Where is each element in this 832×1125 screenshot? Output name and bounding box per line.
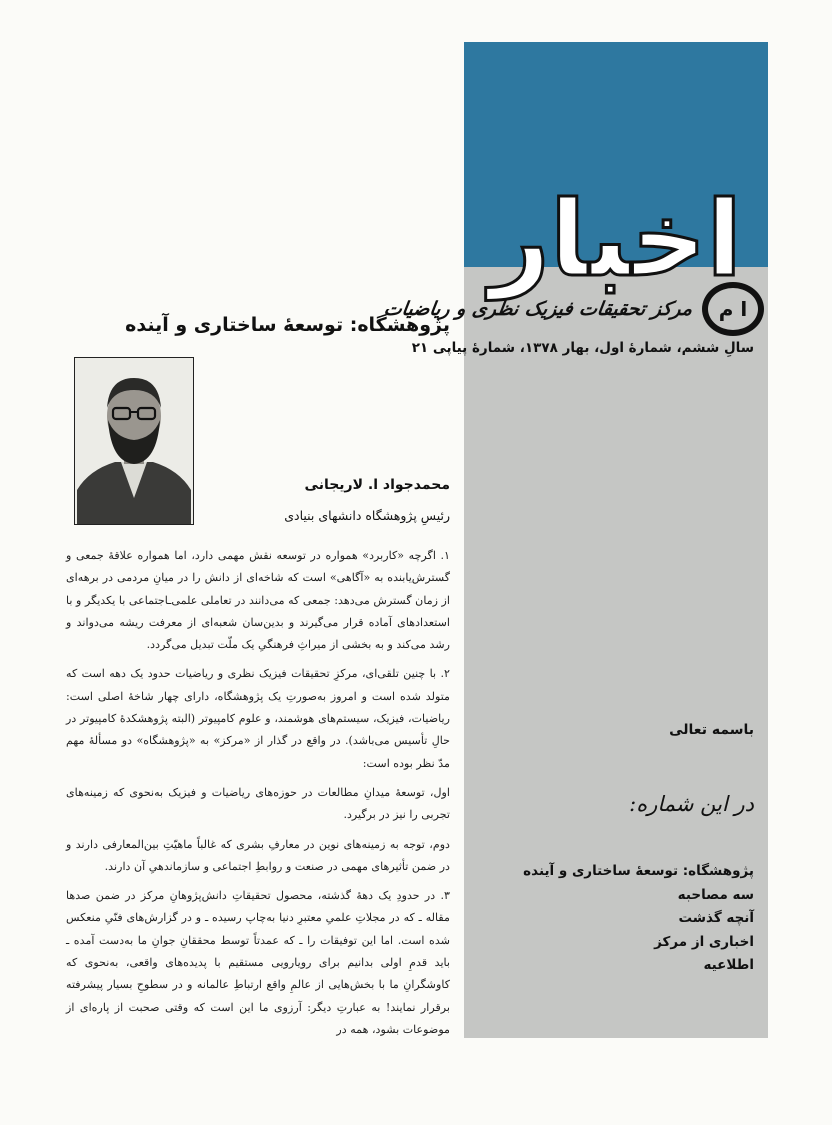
- toc-item: اخباری از مرکز: [654, 933, 754, 950]
- article-title: پژوهشگاه: توسعهٔ ساختاری و آینده: [125, 314, 450, 336]
- body-paragraph: ۳. در حدودِ یک دههٔ گذشته، محصول تحقیقاتِ دانش‌پژوهانِ مرکز در ضمن صدها مقاله ـ که در مجلاتِ علمیِ معتبرِ دنیا به‌چاپ رسیده ـ و در گزارش‌های فنّیِ منعکس شده است. اما این توفیقات را ـ که عمدتاً توسط محققانِ جوانِ ما به‌دست آمده ـ باید قدمِ اولی بدانیم برای رویارویی مستقیم با پدیده‌های واقعی، به‌نحوی که کاوشگرانِ ما با بخش‌هایی از عالمِ واقع ارتباطِ عالمانه و در سطوحِ بسیار پیشرفته برقرار نمایند! به عبارتِ دیگر: آرزوی ما این است که وقتی صحبت از پاره‌ای از موضوعات بشود، همه در: [66, 889, 450, 1036]
- body-paragraph: ۲. با چنین تلقی‌ای، مرکزِ تحقیقات فیزیک نظری و ریاضیات حدود یک دهه است که متولد شده است و امروز به‌صورتِ یک پژوهشگاه، دارای چهار شاخهٔ اصلی است: ریاضیات، فیزیک، سیستم‌های هوشمند، و علوم کامپیوتر (البته پژوهشکدهٔ کامپیوتر در حالِ تأسیس می‌باشد). در واقع در گذار از «مرکز» به «پژوهشگاه» دو مسألهٔ مهم مدّ نظر بوده است:: [66, 667, 450, 770]
- toc-item: سه مصاحبه: [677, 886, 754, 903]
- in-this-issue-heading: در این شماره:: [629, 792, 754, 816]
- author-name: محمدجواد ا. لاریجانی: [304, 477, 450, 493]
- masthead-title: اخبار: [490, 178, 742, 300]
- body-paragraph: ۱. اگرچه «کاربرد» همواره در توسعه نقش مهمی دارد، اما همواره علاقهٔ جمعی و گسترش‌یابنده به «آگاهی» است که شاخه‌ای از دانش را در میانِ مردمی در برهه‌ای از زمان گسترش می‌دهد: جمعی که می‌دانند در تعاملی علمی‌ـاجتماعی با یکدیگر و با استعدادهای آماده قرار می‌گیرند و بدین‌سان شعبه‌ای از معرفت ریشه می‌دواند و رشد می‌کند و به بخشی از میراثِ فرهنگیِ یک ملّت تبدیل می‌گردد.: [66, 549, 450, 652]
- article-body: [66, 545, 450, 1048]
- author-role: رئیسِ پژوهشگاه دانشهای بنیادی: [284, 508, 450, 523]
- toc-item: پژوهشگاه: توسعهٔ ساختاری و آینده: [523, 863, 754, 879]
- bismillah: باسمه تعالی: [669, 722, 754, 738]
- institute-name: مرکز تحقیقات فیزیک نظری و ریاضیات: [382, 298, 694, 320]
- institute-logo-icon: [702, 282, 764, 336]
- publisher-logo-row: [382, 274, 764, 344]
- issue-info: سالِ ششم، شمارهٔ اول، بهار ۱۳۷۸، شمارهٔ پیاپی ۲۱: [411, 340, 754, 356]
- body-paragraph: اول، توسعهٔ میدانِ مطالعات در حوزه‌های ریاضیات و فیزیک به‌نحوی که زمینه‌های تجربی را نیز در برگیرد.: [66, 785, 450, 822]
- sidebar-panel: [382, 42, 768, 1038]
- author-portrait-icon: [75, 358, 193, 524]
- body-paragraph: دوم، توجه به زمینه‌های نوین در معارفِ بشری که غالباً ماهیّتِ بین‌المعارفی دارند و در ضمن تأثیرهای مهمی در صنعت و روابطِ اجتماعی و سازماندهیِ آن دارند.: [66, 837, 450, 873]
- logo-mark-text: ا م: [718, 297, 748, 321]
- table-of-contents: [474, 860, 754, 978]
- toc-item: اطلاعیه: [703, 957, 754, 973]
- toc-item: آنچه گذشت: [678, 910, 754, 926]
- author-photo: [74, 357, 194, 525]
